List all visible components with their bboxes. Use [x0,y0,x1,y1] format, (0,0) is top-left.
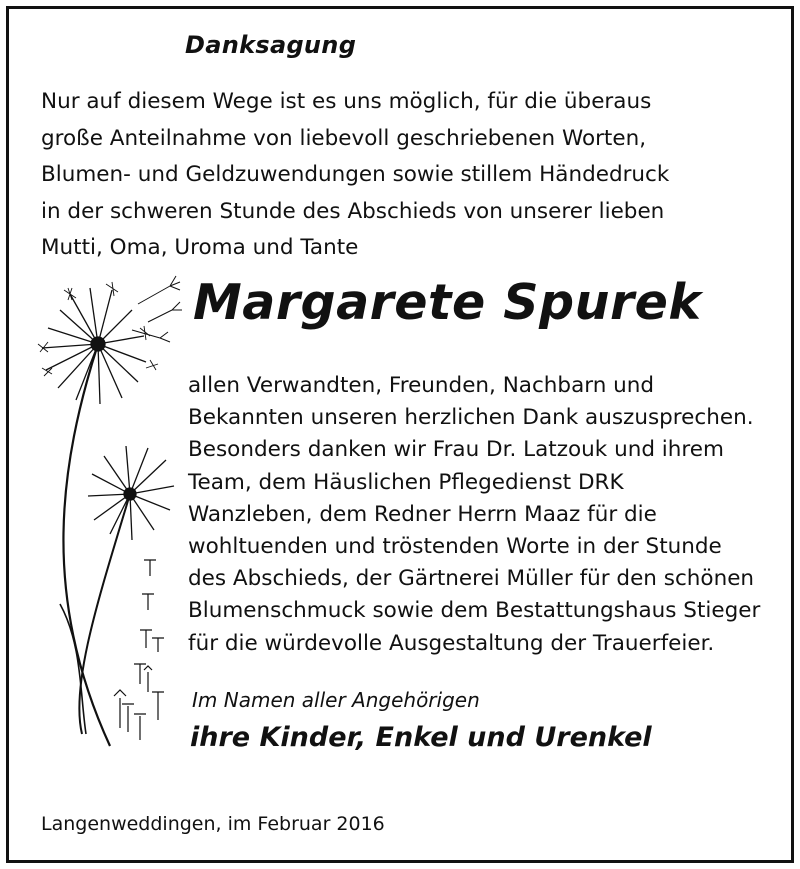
body-line: Bekannten unseren herzlichen Dank auszusprechen. [188,405,754,431]
intro-line: große Anteilnahme von liebevoll geschriebenen Worten, [41,125,647,151]
heading: Danksagung [185,31,357,59]
body-line: Wanzleben, dem Redner Herrn Maaz für die [188,501,657,527]
body-line: wohltuenden und tröstenden Worte in der Stunde [188,534,722,560]
intro-line: Nur auf diesem Wege ist es uns möglich, für die überaus [41,89,652,114]
body-line: für die würdevolle Ausgestaltung der Trauerfeier. [188,630,715,656]
body-text [188,370,778,660]
intro-text [41,84,771,267]
intro-line: Mutti, Oma, Uroma und Tante [41,235,359,260]
body-line: allen Verwandten, Freunden, Nachbarn und [188,373,655,398]
intro-line: in der schweren Stunde des Abschieds von unserer lieben [41,198,665,224]
body-line: Team, dem Häuslichen Pflegedienst DRK [188,469,624,495]
dandelion-illustration-icon [20,264,185,754]
body-line: Blumenschmuck sowie dem Bestattungshaus Stieger [188,598,761,624]
deceased-name: Margarete Spurek [193,274,702,331]
intro-line: Blumen- und Geldzuwendungen sowie stillem Händedruck [41,162,670,187]
body-line: Besonders danken wir Frau Dr. Latzouk und ihrem [188,437,724,463]
signature-intro: Im Namen aller Angehörigen [192,688,480,712]
signature-names: ihre Kinder, Enkel und Urenkel [190,722,652,753]
place-date: Langenweddingen, im Februar 2016 [41,813,385,835]
body-line: des Abschieds, der Gärtnerei Müller für den schönen [188,566,755,592]
